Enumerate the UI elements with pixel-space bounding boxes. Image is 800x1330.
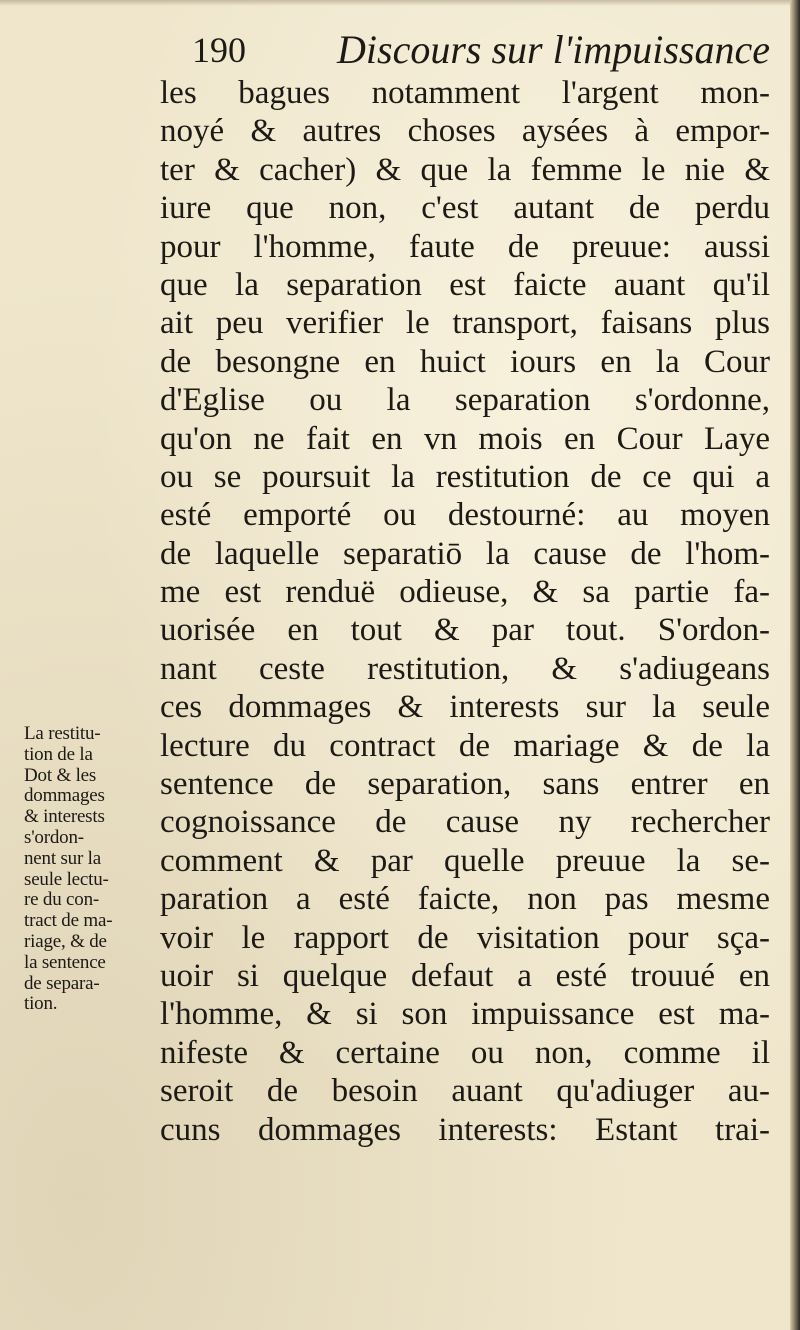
text-line: de laquelle separatiō la cause de l'hom-: [160, 535, 770, 572]
text-line: ces dommages & interests sur la seule: [160, 689, 770, 726]
text-line: me est renduë odieuse, & sa partie fa-: [160, 574, 770, 611]
margin-note-line: de separa-: [24, 972, 100, 994]
text-line: ter & cacher) & que la femme le nie &: [160, 151, 770, 188]
text-line: voir le rapport de visitation pour sça-: [160, 919, 770, 956]
margin-note-line: tract de ma-: [24, 910, 113, 932]
text-line: qu'on ne fait en vn mois en Cour Laye: [160, 420, 770, 457]
page-top-shadow: [0, 0, 800, 6]
text-line: uorisée en tout & par tout. S'ordon-: [160, 612, 770, 649]
margin-note-line: & interests: [24, 806, 105, 828]
text-line: lecture du contract de mariage & de la: [160, 727, 770, 764]
text-line: noyé & autres choses aysées à empor-: [160, 113, 770, 150]
text-line: uoir si quelque defaut a esté trouué en: [160, 957, 770, 994]
text-line: d'Eglise ou la separation s'ordonne,: [160, 382, 770, 419]
text-line: de besongne en huict iours en la Cour: [160, 343, 770, 380]
text-line: iure que non, c'est autant de perdu: [160, 190, 770, 227]
text-line: pour l'homme, faute de preuue: aussi: [160, 228, 770, 265]
margin-note-line: riage, & de: [24, 930, 107, 952]
margin-note-line: s'ordon-: [24, 826, 84, 848]
margin-note-line: La restitu-: [24, 723, 101, 744]
page-number: 190: [192, 30, 246, 70]
text-line: ait peu verifier le transport, faisans plus: [160, 305, 770, 342]
margin-note-line: la sentence: [24, 951, 106, 973]
running-head: [192, 26, 771, 74]
text-line: nifeste & certaine ou non, comme il: [160, 1034, 770, 1071]
text-line: comment & par quelle preuue la se-: [160, 842, 770, 879]
margin-note-line: seule lectu-: [24, 868, 109, 890]
margin-note: [24, 724, 156, 1015]
text-line: paration a esté faicte, non pas mesme: [160, 881, 770, 918]
text-line: ou se poursuit la restitution de ce qui a: [160, 458, 770, 495]
text-line: cognoissance de cause ny rechercher: [160, 804, 770, 841]
body-text: [160, 74, 770, 1149]
text-line: sentence de separation, sans entrer en: [160, 766, 770, 803]
margin-note-line: re du con-: [24, 889, 100, 911]
text-line: que la separation est faicte auant qu'il: [160, 266, 770, 303]
margin-note-line: tion de la: [24, 743, 93, 765]
text-line: cuns dommages interests: Estant trai-: [160, 1111, 770, 1148]
margin-note-line: dommages: [24, 785, 105, 807]
text-line: esté emporté ou destourné: au moyen: [160, 497, 770, 534]
running-title: Discours sur l'impuissance: [337, 27, 771, 72]
text-line: seroit de besoin auant qu'adiuger au-: [160, 1073, 770, 1110]
margin-note-line: tion.: [24, 993, 58, 1015]
text-line: l'homme, & si son impuissance est ma-: [160, 996, 770, 1033]
page-right-edge: [790, 0, 800, 1330]
margin-note-line: nent sur la: [24, 847, 101, 869]
text-line: les bagues notamment l'argent mon-: [160, 75, 770, 111]
margin-note-line: Dot & les: [24, 764, 97, 786]
text-line: nant ceste restitution, & s'adiugeans: [160, 650, 770, 687]
